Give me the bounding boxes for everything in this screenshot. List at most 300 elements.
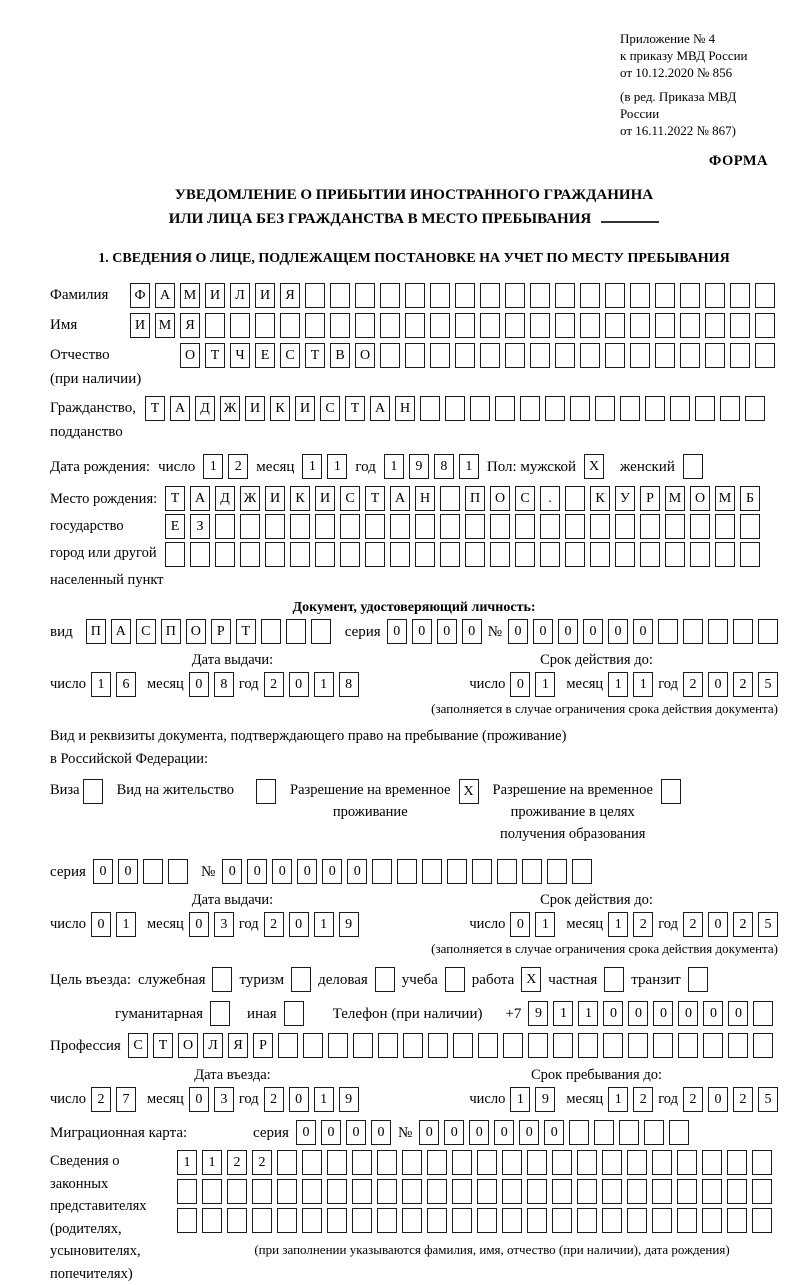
char-box[interactable] xyxy=(758,619,778,644)
char-box[interactable]: О xyxy=(355,343,375,368)
char-box[interactable] xyxy=(715,514,735,539)
char-box[interactable] xyxy=(311,619,331,644)
char-box[interactable] xyxy=(340,542,360,567)
char-box[interactable]: И xyxy=(315,486,335,511)
char-box[interactable]: А xyxy=(390,486,410,511)
char-box[interactable]: 0 xyxy=(387,619,407,644)
char-box[interactable]: Я xyxy=(280,283,300,308)
char-box[interactable]: 0 xyxy=(412,619,432,644)
char-box[interactable] xyxy=(328,1033,348,1058)
char-box[interactable]: 1 xyxy=(633,672,653,697)
char-box[interactable] xyxy=(515,514,535,539)
char-box[interactable] xyxy=(277,1208,297,1233)
char-box[interactable]: З xyxy=(190,514,210,539)
char-box[interactable] xyxy=(522,859,542,884)
char-box[interactable] xyxy=(720,396,740,421)
char-box[interactable] xyxy=(695,396,715,421)
char-box[interactable]: Б xyxy=(740,486,760,511)
char-box[interactable] xyxy=(252,1208,272,1233)
char-box[interactable] xyxy=(380,283,400,308)
char-box[interactable] xyxy=(615,542,635,567)
char-box[interactable]: 1 xyxy=(384,454,404,479)
char-box[interactable] xyxy=(503,1033,523,1058)
char-box[interactable] xyxy=(465,514,485,539)
char-box[interactable] xyxy=(352,1208,372,1233)
char-box[interactable]: 0 xyxy=(189,1087,209,1112)
char-box[interactable]: 2 xyxy=(252,1150,272,1175)
char-box[interactable] xyxy=(497,859,517,884)
char-box[interactable] xyxy=(205,313,225,338)
char-box[interactable] xyxy=(390,514,410,539)
char-box[interactable] xyxy=(630,313,650,338)
char-box[interactable]: 0 xyxy=(91,912,111,937)
char-box[interactable] xyxy=(753,1033,773,1058)
char-box[interactable]: П xyxy=(86,619,106,644)
char-box[interactable] xyxy=(628,1033,648,1058)
char-box[interactable] xyxy=(615,514,635,539)
char-box[interactable]: 1 xyxy=(535,912,555,937)
char-box[interactable]: 0 xyxy=(494,1120,514,1145)
char-box[interactable] xyxy=(753,1001,773,1026)
char-box[interactable]: 0 xyxy=(703,1001,723,1026)
char-box[interactable]: 1 xyxy=(327,454,347,479)
char-box[interactable] xyxy=(502,1150,522,1175)
char-box[interactable] xyxy=(165,542,185,567)
char-box[interactable] xyxy=(690,514,710,539)
char-box[interactable]: П xyxy=(465,486,485,511)
char-box[interactable]: 2 xyxy=(733,1087,753,1112)
char-box[interactable] xyxy=(327,1208,347,1233)
char-box[interactable] xyxy=(428,1033,448,1058)
char-box[interactable] xyxy=(658,619,678,644)
char-box[interactable]: Т xyxy=(205,343,225,368)
char-box[interactable]: 0 xyxy=(444,1120,464,1145)
char-box[interactable] xyxy=(397,859,417,884)
char-box[interactable] xyxy=(603,1033,623,1058)
char-box[interactable]: 9 xyxy=(535,1087,555,1112)
char-box[interactable] xyxy=(452,1179,472,1204)
char-box[interactable] xyxy=(177,1208,197,1233)
char-box[interactable]: Ф xyxy=(130,283,150,308)
char-box[interactable] xyxy=(427,1150,447,1175)
char-box[interactable] xyxy=(420,396,440,421)
char-box[interactable] xyxy=(355,283,375,308)
char-box[interactable]: С xyxy=(340,486,360,511)
char-box[interactable]: А xyxy=(155,283,175,308)
char-box[interactable] xyxy=(652,1179,672,1204)
char-box[interactable]: X xyxy=(584,454,604,479)
char-box[interactable]: 0 xyxy=(678,1001,698,1026)
char-box[interactable] xyxy=(577,1179,597,1204)
char-box[interactable] xyxy=(515,542,535,567)
char-box[interactable] xyxy=(728,1033,748,1058)
char-box[interactable] xyxy=(455,283,475,308)
char-box[interactable] xyxy=(620,396,640,421)
char-box[interactable] xyxy=(702,1179,722,1204)
char-box[interactable] xyxy=(755,343,775,368)
char-box[interactable] xyxy=(520,396,540,421)
char-box[interactable] xyxy=(215,542,235,567)
char-box[interactable] xyxy=(702,1208,722,1233)
char-box[interactable] xyxy=(377,1179,397,1204)
char-box[interactable]: А xyxy=(170,396,190,421)
char-box[interactable] xyxy=(505,343,525,368)
char-box[interactable] xyxy=(690,542,710,567)
char-box[interactable] xyxy=(480,313,500,338)
char-box[interactable] xyxy=(665,514,685,539)
char-box[interactable] xyxy=(202,1179,222,1204)
char-box[interactable] xyxy=(680,343,700,368)
char-box[interactable] xyxy=(277,1179,297,1204)
char-box[interactable]: 0 xyxy=(371,1120,391,1145)
char-box[interactable] xyxy=(427,1179,447,1204)
char-box[interactable] xyxy=(277,1150,297,1175)
char-box[interactable]: Ж xyxy=(220,396,240,421)
char-box[interactable]: 1 xyxy=(116,912,136,937)
char-box[interactable]: 1 xyxy=(510,1087,530,1112)
char-box[interactable] xyxy=(727,1208,747,1233)
char-box[interactable]: 0 xyxy=(708,672,728,697)
char-box[interactable]: 5 xyxy=(758,672,778,697)
char-box[interactable] xyxy=(619,1120,639,1145)
char-box[interactable] xyxy=(733,619,753,644)
char-box[interactable]: 0 xyxy=(558,619,578,644)
char-box[interactable] xyxy=(83,779,103,804)
char-box[interactable]: 0 xyxy=(653,1001,673,1026)
char-box[interactable] xyxy=(352,1179,372,1204)
char-box[interactable]: 2 xyxy=(733,672,753,697)
char-box[interactable]: 0 xyxy=(118,859,138,884)
char-box[interactable]: 9 xyxy=(409,454,429,479)
char-box[interactable] xyxy=(577,1150,597,1175)
char-box[interactable] xyxy=(755,283,775,308)
char-box[interactable]: 0 xyxy=(247,859,267,884)
char-box[interactable] xyxy=(527,1208,547,1233)
char-box[interactable] xyxy=(640,514,660,539)
char-box[interactable]: С xyxy=(136,619,156,644)
char-box[interactable] xyxy=(740,514,760,539)
char-box[interactable] xyxy=(405,283,425,308)
char-box[interactable] xyxy=(380,313,400,338)
char-box[interactable] xyxy=(372,859,392,884)
char-box[interactable]: 0 xyxy=(419,1120,439,1145)
char-box[interactable]: 8 xyxy=(339,672,359,697)
char-box[interactable]: 0 xyxy=(462,619,482,644)
char-box[interactable] xyxy=(627,1150,647,1175)
char-box[interactable] xyxy=(605,343,625,368)
char-box[interactable] xyxy=(490,514,510,539)
char-box[interactable]: К xyxy=(590,486,610,511)
char-box[interactable] xyxy=(565,486,585,511)
char-box[interactable]: 1 xyxy=(553,1001,573,1026)
char-box[interactable] xyxy=(552,1150,572,1175)
char-box[interactable] xyxy=(377,1150,397,1175)
char-box[interactable] xyxy=(480,283,500,308)
char-box[interactable]: 3 xyxy=(214,912,234,937)
char-box[interactable] xyxy=(402,1179,422,1204)
char-box[interactable]: У xyxy=(615,486,635,511)
char-box[interactable] xyxy=(669,1120,689,1145)
char-box[interactable]: О xyxy=(690,486,710,511)
char-box[interactable]: М xyxy=(155,313,175,338)
char-box[interactable]: 5 xyxy=(758,1087,778,1112)
char-box[interactable] xyxy=(390,542,410,567)
char-box[interactable] xyxy=(580,283,600,308)
char-box[interactable] xyxy=(327,1179,347,1204)
char-box[interactable]: Р xyxy=(253,1033,273,1058)
char-box[interactable] xyxy=(580,343,600,368)
char-box[interactable] xyxy=(330,313,350,338)
char-box[interactable]: 2 xyxy=(633,912,653,937)
char-box[interactable] xyxy=(655,343,675,368)
char-box[interactable]: 0 xyxy=(544,1120,564,1145)
char-box[interactable] xyxy=(680,313,700,338)
char-box[interactable] xyxy=(683,619,703,644)
char-box[interactable] xyxy=(453,1033,473,1058)
char-box[interactable] xyxy=(602,1179,622,1204)
char-box[interactable] xyxy=(415,514,435,539)
char-box[interactable] xyxy=(340,514,360,539)
char-box[interactable] xyxy=(545,396,565,421)
char-box[interactable]: 9 xyxy=(528,1001,548,1026)
char-box[interactable]: Л xyxy=(203,1033,223,1058)
char-box[interactable] xyxy=(415,542,435,567)
char-box[interactable]: 1 xyxy=(314,912,334,937)
char-box[interactable] xyxy=(565,514,585,539)
char-box[interactable] xyxy=(402,1150,422,1175)
char-box[interactable] xyxy=(202,1208,222,1233)
char-box[interactable]: И xyxy=(205,283,225,308)
char-box[interactable] xyxy=(477,1208,497,1233)
char-box[interactable] xyxy=(430,283,450,308)
char-box[interactable] xyxy=(630,283,650,308)
char-box[interactable]: 0 xyxy=(708,912,728,937)
char-box[interactable] xyxy=(572,859,592,884)
char-box[interactable] xyxy=(440,486,460,511)
char-box[interactable]: 0 xyxy=(628,1001,648,1026)
char-box[interactable]: Л xyxy=(230,283,250,308)
char-box[interactable] xyxy=(680,283,700,308)
char-box[interactable] xyxy=(530,343,550,368)
char-box[interactable] xyxy=(730,283,750,308)
char-box[interactable] xyxy=(290,542,310,567)
char-box[interactable]: Т xyxy=(145,396,165,421)
char-box[interactable]: 1 xyxy=(608,912,628,937)
char-box[interactable] xyxy=(604,967,624,992)
char-box[interactable] xyxy=(527,1150,547,1175)
char-box[interactable]: 0 xyxy=(508,619,528,644)
char-box[interactable]: Т xyxy=(153,1033,173,1058)
char-box[interactable]: В xyxy=(330,343,350,368)
char-box[interactable] xyxy=(705,343,725,368)
char-box[interactable]: 2 xyxy=(683,672,703,697)
char-box[interactable]: 3 xyxy=(214,1087,234,1112)
char-box[interactable]: 0 xyxy=(289,912,309,937)
char-box[interactable] xyxy=(440,514,460,539)
char-box[interactable] xyxy=(210,1001,230,1026)
char-box[interactable]: X xyxy=(459,779,479,804)
char-box[interactable]: Я xyxy=(180,313,200,338)
char-box[interactable] xyxy=(752,1179,772,1204)
char-box[interactable] xyxy=(290,514,310,539)
char-box[interactable] xyxy=(552,1208,572,1233)
char-box[interactable] xyxy=(602,1208,622,1233)
char-box[interactable] xyxy=(452,1208,472,1233)
char-box[interactable] xyxy=(286,619,306,644)
char-box[interactable] xyxy=(527,1179,547,1204)
char-box[interactable]: 1 xyxy=(608,1087,628,1112)
char-box[interactable]: 1 xyxy=(177,1150,197,1175)
char-box[interactable] xyxy=(365,542,385,567)
char-box[interactable] xyxy=(577,1208,597,1233)
char-box[interactable] xyxy=(477,1179,497,1204)
char-box[interactable] xyxy=(502,1179,522,1204)
char-box[interactable]: 2 xyxy=(228,454,248,479)
char-box[interactable]: 0 xyxy=(603,1001,623,1026)
char-box[interactable] xyxy=(655,313,675,338)
char-box[interactable] xyxy=(280,313,300,338)
char-box[interactable] xyxy=(265,514,285,539)
char-box[interactable]: 2 xyxy=(227,1150,247,1175)
char-box[interactable]: 9 xyxy=(339,1087,359,1112)
char-box[interactable] xyxy=(455,343,475,368)
char-box[interactable] xyxy=(302,1179,322,1204)
char-box[interactable] xyxy=(455,313,475,338)
char-box[interactable] xyxy=(480,343,500,368)
char-box[interactable]: С xyxy=(515,486,535,511)
char-box[interactable]: 5 xyxy=(758,912,778,937)
char-box[interactable]: И xyxy=(255,283,275,308)
char-box[interactable]: Я xyxy=(228,1033,248,1058)
char-box[interactable]: 0 xyxy=(346,1120,366,1145)
char-box[interactable] xyxy=(402,1208,422,1233)
char-box[interactable]: 0 xyxy=(296,1120,316,1145)
char-box[interactable]: 2 xyxy=(683,1087,703,1112)
char-box[interactable] xyxy=(465,542,485,567)
char-box[interactable] xyxy=(688,967,708,992)
char-box[interactable] xyxy=(555,313,575,338)
char-box[interactable] xyxy=(445,967,465,992)
char-box[interactable]: 0 xyxy=(189,672,209,697)
char-box[interactable] xyxy=(627,1179,647,1204)
char-box[interactable] xyxy=(240,514,260,539)
char-box[interactable]: 0 xyxy=(289,672,309,697)
char-box[interactable] xyxy=(677,1208,697,1233)
char-box[interactable] xyxy=(590,514,610,539)
char-box[interactable] xyxy=(652,1208,672,1233)
char-box[interactable] xyxy=(655,283,675,308)
char-box[interactable]: 2 xyxy=(633,1087,653,1112)
char-box[interactable]: О xyxy=(186,619,206,644)
char-box[interactable]: М xyxy=(715,486,735,511)
char-box[interactable] xyxy=(590,542,610,567)
char-box[interactable]: 1 xyxy=(459,454,479,479)
char-box[interactable] xyxy=(665,542,685,567)
char-box[interactable] xyxy=(644,1120,664,1145)
char-box[interactable] xyxy=(640,542,660,567)
char-box[interactable]: 2 xyxy=(733,912,753,937)
char-box[interactable]: 1 xyxy=(535,672,555,697)
char-box[interactable] xyxy=(445,396,465,421)
char-box[interactable] xyxy=(595,396,615,421)
char-box[interactable] xyxy=(227,1208,247,1233)
char-box[interactable] xyxy=(715,542,735,567)
char-box[interactable] xyxy=(605,313,625,338)
char-box[interactable] xyxy=(284,1001,304,1026)
char-box[interactable]: 0 xyxy=(510,912,530,937)
char-box[interactable]: 0 xyxy=(93,859,113,884)
char-box[interactable] xyxy=(252,1179,272,1204)
char-box[interactable] xyxy=(555,283,575,308)
char-box[interactable] xyxy=(702,1150,722,1175)
char-box[interactable] xyxy=(377,1208,397,1233)
char-box[interactable]: 1 xyxy=(314,672,334,697)
char-box[interactable] xyxy=(403,1033,423,1058)
char-box[interactable] xyxy=(405,343,425,368)
char-box[interactable]: 0 xyxy=(322,859,342,884)
char-box[interactable] xyxy=(478,1033,498,1058)
char-box[interactable]: 0 xyxy=(272,859,292,884)
char-box[interactable]: Т xyxy=(365,486,385,511)
char-box[interactable] xyxy=(755,313,775,338)
char-box[interactable] xyxy=(240,542,260,567)
char-box[interactable] xyxy=(683,454,703,479)
char-box[interactable]: 0 xyxy=(437,619,457,644)
char-box[interactable] xyxy=(670,396,690,421)
char-box[interactable]: С xyxy=(320,396,340,421)
char-box[interactable]: И xyxy=(265,486,285,511)
char-box[interactable]: 2 xyxy=(91,1087,111,1112)
char-box[interactable] xyxy=(378,1033,398,1058)
char-box[interactable]: А xyxy=(370,396,390,421)
char-box[interactable]: 1 xyxy=(314,1087,334,1112)
char-box[interactable] xyxy=(302,1150,322,1175)
char-box[interactable] xyxy=(327,1150,347,1175)
char-box[interactable]: Т xyxy=(236,619,256,644)
char-box[interactable] xyxy=(653,1033,673,1058)
char-box[interactable] xyxy=(703,1033,723,1058)
char-box[interactable]: Т xyxy=(305,343,325,368)
char-box[interactable]: 8 xyxy=(214,672,234,697)
char-box[interactable]: 0 xyxy=(321,1120,341,1145)
char-box[interactable] xyxy=(305,283,325,308)
char-box[interactable]: И xyxy=(295,396,315,421)
char-box[interactable]: 0 xyxy=(469,1120,489,1145)
char-box[interactable]: 2 xyxy=(264,1087,284,1112)
char-box[interactable]: Ч xyxy=(230,343,250,368)
char-box[interactable] xyxy=(528,1033,548,1058)
char-box[interactable] xyxy=(752,1150,772,1175)
char-box[interactable]: Ж xyxy=(240,486,260,511)
char-box[interactable] xyxy=(540,514,560,539)
char-box[interactable] xyxy=(661,779,681,804)
char-box[interactable]: М xyxy=(180,283,200,308)
char-box[interactable] xyxy=(427,1208,447,1233)
char-box[interactable]: 0 xyxy=(289,1087,309,1112)
char-box[interactable]: 0 xyxy=(519,1120,539,1145)
char-box[interactable]: 2 xyxy=(264,672,284,697)
char-box[interactable] xyxy=(380,343,400,368)
char-box[interactable]: 9 xyxy=(339,912,359,937)
char-box[interactable]: 2 xyxy=(264,912,284,937)
char-box[interactable]: 7 xyxy=(116,1087,136,1112)
char-box[interactable]: М xyxy=(665,486,685,511)
char-box[interactable]: С xyxy=(280,343,300,368)
char-box[interactable] xyxy=(547,859,567,884)
char-box[interactable]: 0 xyxy=(728,1001,748,1026)
char-box[interactable]: П xyxy=(161,619,181,644)
char-box[interactable]: 6 xyxy=(116,672,136,697)
